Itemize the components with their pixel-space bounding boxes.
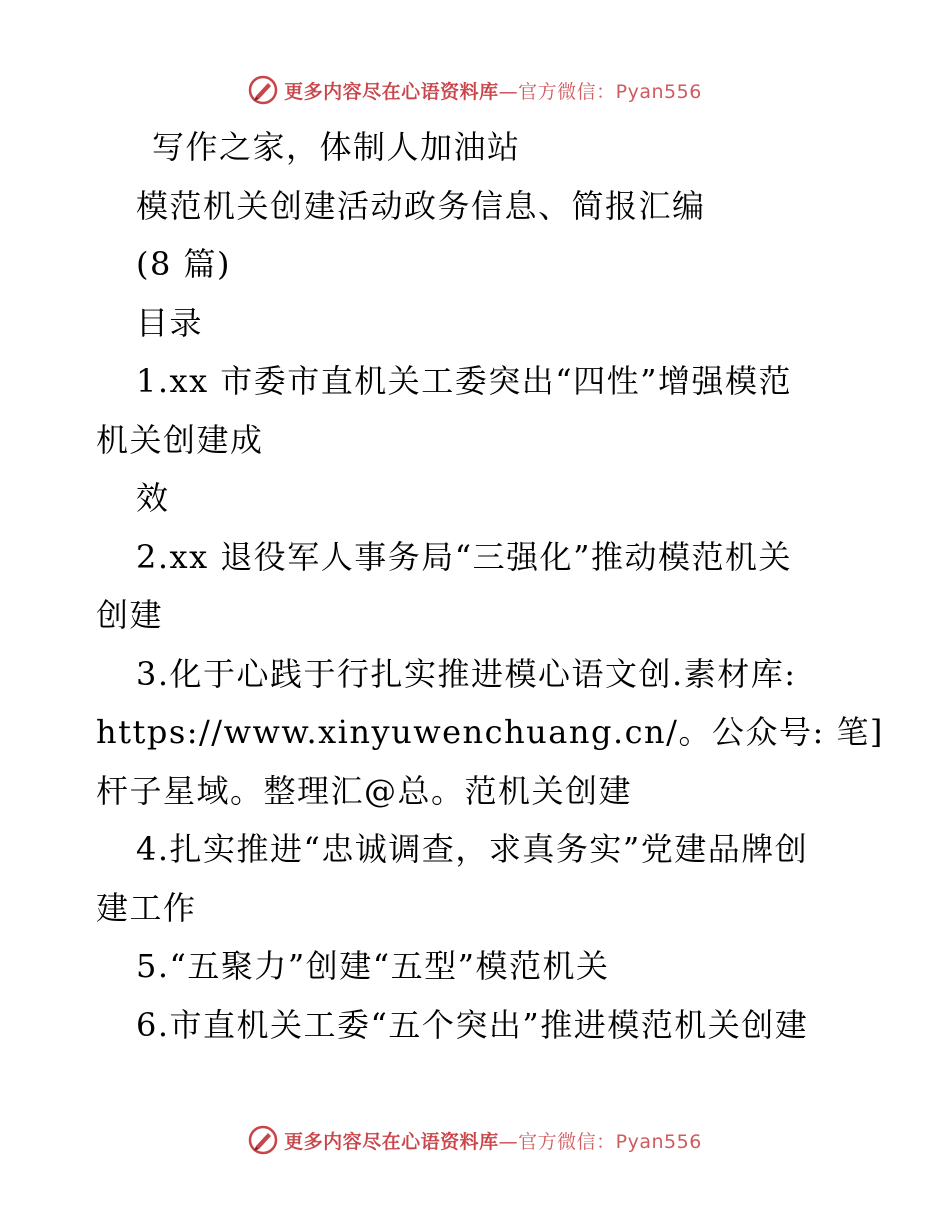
banner-text bbox=[284, 1127, 702, 1154]
doc-line-toc-4b: 建工作 bbox=[96, 888, 197, 927]
doc-line-toc-3c: 杆子星域。整理汇@总。范机关创建 bbox=[96, 771, 633, 810]
pen-logo-icon bbox=[248, 1125, 278, 1155]
doc-line-toc-3a: 3.化于心践于行扎实推进模心语文创.素材库: bbox=[136, 654, 797, 693]
doc-line-toc-1b: 机关创建成 bbox=[96, 420, 264, 459]
doc-line-toc-6: 6.市直机关工委“五个突出”推进模范机关创建 bbox=[136, 1005, 809, 1044]
doc-line-toc-2a: 2.xx 退役军人事务局“三强化”推动模范机关 bbox=[136, 537, 793, 576]
banner-separator: — bbox=[498, 80, 519, 103]
document-body bbox=[96, 118, 884, 1054]
pen-logo-icon bbox=[248, 75, 278, 105]
banner-library-text: 更多内容尽在心语资料库 bbox=[284, 80, 499, 103]
banner-wechat-text: 官方微信：Pyan556 bbox=[518, 1130, 702, 1153]
banner-library-text: 更多内容尽在心语资料库 bbox=[284, 1130, 499, 1153]
footer-banner bbox=[0, 1120, 950, 1160]
doc-line-toc-heading: 目录 bbox=[136, 303, 204, 342]
doc-line-toc-2b: 创建 bbox=[96, 596, 164, 634]
doc-line-title: 模范机关创建活动政务信息、简报汇编 bbox=[136, 186, 706, 225]
doc-line-toc-5: 5.“五聚力”创建“五型”模范机关 bbox=[136, 947, 610, 985]
banner-separator: — bbox=[498, 1130, 519, 1153]
banner-wechat-text: 官方微信：Pyan556 bbox=[518, 80, 702, 103]
header-banner bbox=[0, 70, 950, 110]
doc-line-count: (8 篇) bbox=[136, 245, 232, 283]
doc-line-toc-4a: 4.扎实推进“忠诚调查，求真务实”党建品牌创 bbox=[136, 830, 809, 868]
doc-line-subtitle: 写作之家，体制人加油站 bbox=[152, 128, 521, 166]
doc-line-toc-1c: 效 bbox=[136, 479, 170, 517]
doc-line-toc-1a: 1.xx 市委市直机关工委突出“四性”增强模范 bbox=[136, 362, 793, 400]
banner-text bbox=[284, 77, 702, 104]
doc-line-toc-3b: https://www.xinyuwenchuang.cn/。公众号: 笔] bbox=[96, 713, 884, 751]
